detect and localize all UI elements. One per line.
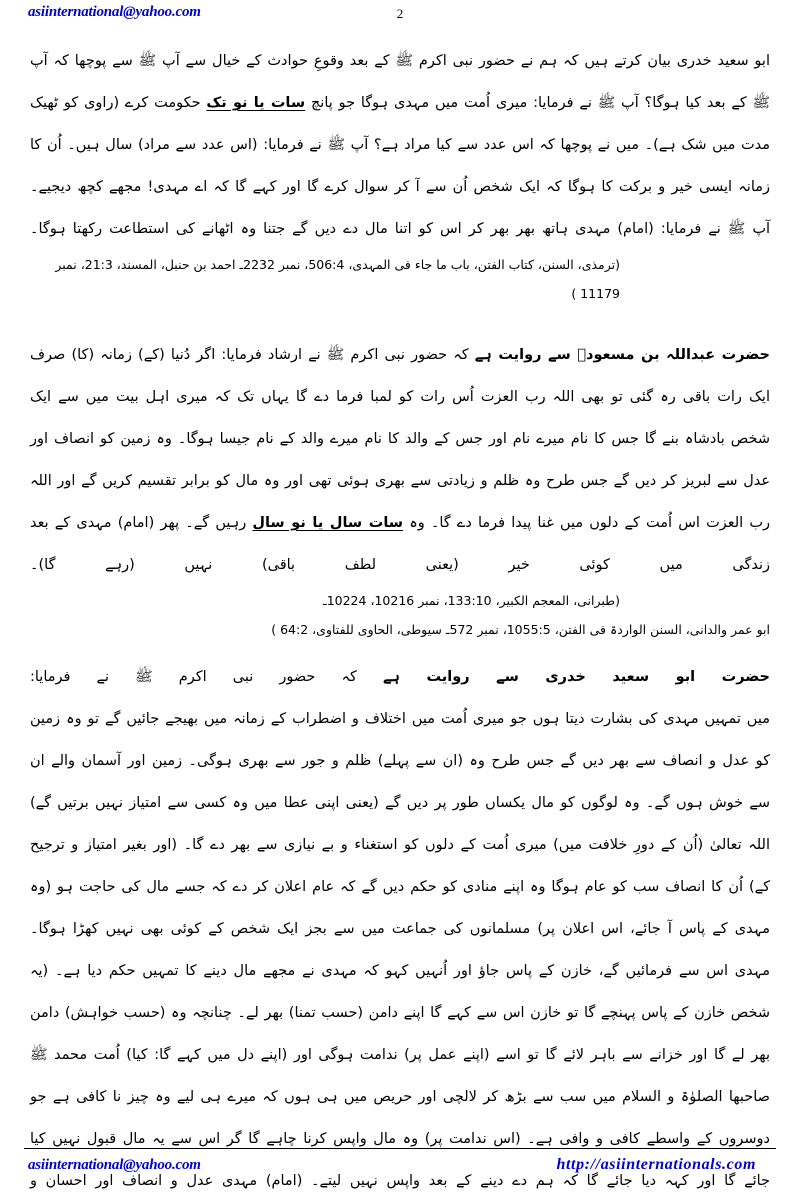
- p2-segment-a: کہ حضور نبی اکرم: [344, 347, 475, 363]
- honorific-icon: ﷺ: [326, 347, 345, 363]
- p1-segment-f: حکومت کرے (راوی کو ٹھیک مدت میں شک ہے)۔ میں نے پوچھا کہ اس عدد سے کیا مراد ہے؟ آپ: [30, 95, 771, 153]
- p1-segment-g: نے فرمایا: (اس عدد سے مراد) سال ہیں۔ اُن کا زمانہ ایسی خیر و برکت کا ہوگا کہ ایک شخص اُن سے آ کر سوال کرے گا اور کہے گا کہ اے مہدی! مجھے کچھ دیجیے۔ آپ: [30, 137, 770, 237]
- paragraph-narration-4: میں تمہیں مہدی کی بشارت دیتا ہوں جو میری اُمت میں اختلاف و اضطراب کے زمانہ میں بھیجے جائیں گے تو وہ زمین کو عدل و انصاف سے بھر دیں گے جس طرح وہ (ان سے پہلے) ظلم و جور سے بھری ہوگی۔ زمین اور آسمان والے ان سے خوش ہوں گے۔ وہ لوگوں کو مال یکساں طور پر دیں گے (یعنی اپنی عطا میں وہ کسی سے امتیاز نہیں برتیں گے) اللہ تعالیٰ (اُن کے دورِ خلافت میں) میری اُمت کے دلوں کو استغناء و بے نیازی سے بھر دے گا۔ (اور بغیر امتیاز و ترجیح کے) اُن کا انصاف سب کو عام ہوگا وہ اپنے منادی کو حکم دیں گے کہ عام اعلان کر دے کہ جسے مال کی حاجت ہو (وہ مہدی کے پاس آ جائے، اس اعلان پر) مسلمانوں کی جماعت میں سے بجز ایک شخص کے کوئی بھی نہیں کھڑا ہوگا۔ مہدی اس سے فرمائیں گے، خازن کے پاس جاؤ اور اُنہیں کہو کہ مہدی نے مجھے مال دینے کا تمہیں حکم دیا ہے۔ (یہ شخص خازن کے پاس پہنچے گا تو خازن اس سے کہے گا اپنے دامن (حسب تمنا) بھر لے۔ چنانچہ وہ (حسب خواہش) دامن بھر لے گا اور خزانے سے باہر لائے گا تو اسے (اپنے عمل پر) ندامت ہوگی اور (اپنے دل میں کہے گا: کیا) اُمت محمد ﷺ صاحبها الصلوٰۃ و السلام میں سب سے بڑھ کر لالچی اور حریص میں ہی ہوں کہ میرے ہی لیے وہ چیز نا کافی ہے جو دوسروں کے واسطے کافی و وافی ہے۔ (اس ندامت پر) وہ مال واپس کرنا چاہے گا گر اس سے یہ مال قبول نہیں کیا جائے گا اور کہہ دیا جائے گا کہ ہم دے دینے کے بعد واپس نہیں لیتے۔ (امام) مہدی عدل و انصاف اور احسان و: [30, 711, 770, 1189]
- narrator-heading-abu-said: حضرت ابو سعید خدری سے روایت ہے: [382, 669, 770, 685]
- honorific-icon: ﷺ: [135, 669, 153, 685]
- narrator-heading-ibn-masud: حضرت عبداللہ بن مسعودؓ سے روایت ہے: [474, 347, 771, 363]
- honorific-icon: ﷺ: [395, 53, 413, 69]
- honorific-icon: ﷺ: [752, 95, 771, 111]
- footer-email[interactable]: asiinternational@yahoo.com: [28, 1157, 201, 1173]
- page-footer: [24, 1148, 776, 1193]
- p2-segment-b: نے ارشاد فرمایا: اگر دُنیا (کے) زمانہ (کا) صرف ایک رات باقی رہ گئی تو بھی اللہ رب العزت اُس رات کو لمبا فرما دے گا یہاں تک کہ میری اہل بیت میں سے ایک شخص بادشاہ بنے گا جس کا نام میرے نام اور جس کے والد کا نام میرے والد کے نام جیسا ہوگا۔ وہ زمین کو انصاف اور عدل سے لبریز کر دیں گے جس طرح وہ ظلم و زیادتی سے بھری ہوئی تھی اور وہ مال کو برابر تقسیم کریں گے اور اللہ رب العزت اس اُمت کے دلوں میں غنا پیدا فرما دے گا۔ وہ: [30, 347, 770, 531]
- citation-reference-2-line-1: (طبرانی، المعجم الکبیر، 133:10، نمبر 10216، 10224ـ: [323, 593, 620, 608]
- citation-reference-2-line-2: ابو عمر والدانی، السنن الواردۃ فی الفتن، 1055:5، نمبر 572ـ سیوطی، الحاوی للفتاوی، 64:2 ): [271, 622, 770, 637]
- p1-segment-h: نے فرمایا: (امام) مہدی ہاتھ بھر بھر کر اس کو اتنا مال دے دیں گے جتنا وہ اٹھانے کی استطاعت رکھتا ہوگا۔: [30, 221, 728, 237]
- p3-segment-b: نے فرمایا:: [30, 669, 136, 685]
- paragraph-narration-1: [30, 40, 770, 250]
- citation-reference-1: (ترمذی، السنن، کتاب الفتن، باب ما جاء فی المہدی، 506:4، نمبر 2232ـ احمد بن حنبل، المسند، 21:3، نمبر 11179 ): [55, 257, 620, 301]
- header-email: asiinternational@yahoo.com: [28, 4, 201, 20]
- p2-segment-c: رہیں گے۔ پھر (امام) مہدی کے بعد زندگی میں کوئی خیر (یعنی لطف باقی) نہیں (رہے گا)۔: [30, 515, 770, 573]
- p1-segment-a: ابو سعید خدری بیان کرتے ہیں کہ ہم نے حضور نبی اکرم: [413, 53, 770, 69]
- paragraph-narration-3: [30, 656, 770, 698]
- paragraph-spacer: [30, 308, 770, 334]
- footer-website-link[interactable]: http://asiinternationals.com: [556, 1156, 756, 1173]
- emphasis-seven-or-nine: سات یا نو تک: [206, 95, 306, 111]
- page-number: 2: [396, 6, 404, 21]
- p3-segment-a: کہ حضور نبی اکرم: [152, 669, 383, 685]
- honorific-icon: ﷺ: [327, 137, 345, 153]
- p1-segment-b: کے بعد وقوعِ حوادث کے خیال سے آپ: [156, 53, 396, 69]
- emphasis-seven-or-nine-years: سات سال یا نو سال: [252, 515, 404, 531]
- paragraph-narration-2: [30, 334, 770, 586]
- p1-segment-d: کے بعد کیا ہوگا؟ آپ: [615, 95, 753, 111]
- paragraph-spacer: [30, 644, 770, 656]
- p1-segment-c: سے پوچھا کہ آپ: [30, 53, 139, 69]
- page-header: [0, 0, 800, 36]
- p1-segment-e: نے فرمایا: میری اُمت میں مہدی ہوگا جو پانچ: [305, 95, 598, 111]
- honorific-icon: ﷺ: [138, 53, 157, 69]
- honorific-icon: ﷺ: [597, 95, 616, 111]
- honorific-icon: ﷺ: [727, 221, 746, 237]
